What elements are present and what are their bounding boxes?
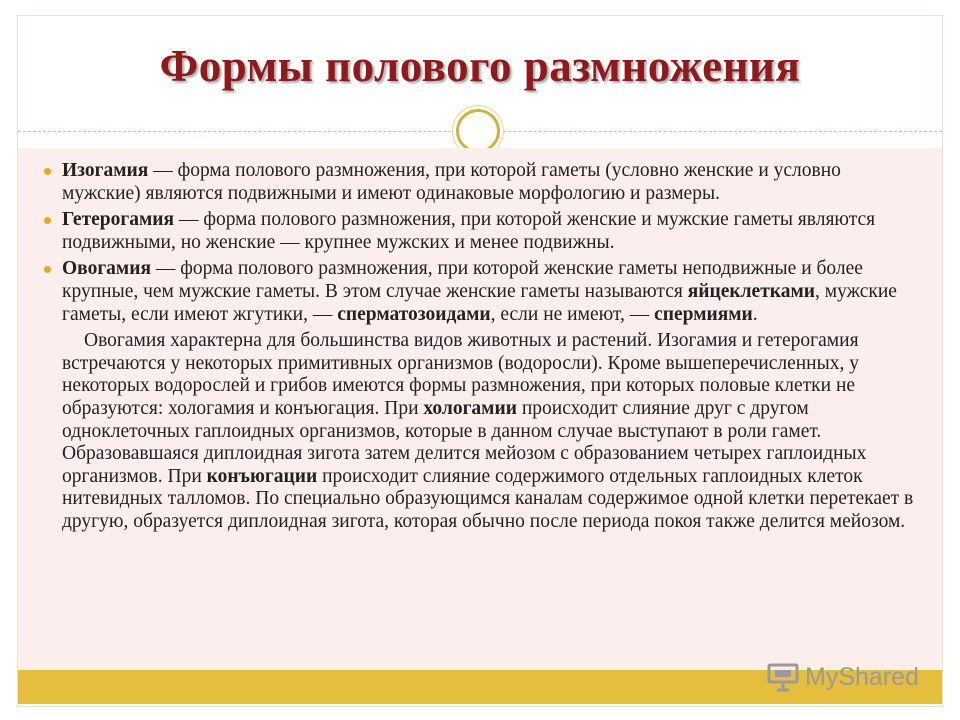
paragraph-part2: происходит слияние друг с другом одноклеточных гаплоидных организмов, которые в данном случае выступают в роли гамет. Образовавшаяся диплоидная зигота затем делится мейозом с образованием четырех гаплоидных организмов. При: [62, 397, 867, 487]
bullet-icon: [44, 266, 51, 273]
term-conjugation: конъюгации: [206, 465, 318, 487]
watermark-logo[interactable]: [765, 662, 919, 692]
list-item-heterogamy: [40, 209, 920, 254]
definition-oogamy-part2: , мужские гаметы, если имеют жгутики, —: [62, 280, 897, 325]
list-item-isogamy: [40, 160, 920, 205]
presentation-board-icon: [765, 662, 801, 692]
bullet-icon: [44, 217, 51, 224]
paragraph-part1: Овогамия характерна для большинства видов животных и растений. Изогамия и гетерогамия встречаются у некоторых примитивных организмов (водоросли). Кроме вышеперечисленных, у некоторых водорослей и грибов имеются формы размножения, при которых половые клетки не образуются: хологамия и конъюгация. При: [62, 330, 859, 419]
definition-oogamy-part1: — форма полового размножения, при которой женские гаметы неподвижные и более крупные, чем мужские гаметы. В этом случае женские гаметы называются: [62, 258, 863, 302]
watermark-text: MyShared: [805, 662, 919, 691]
term-oogamy: Овогамия: [62, 258, 151, 280]
summary-paragraph: [40, 330, 920, 533]
slide-content: [40, 160, 920, 534]
list-item-oogamy: [40, 258, 920, 326]
definition-isogamy: — форма полового размножения, при которой гаметы (условно женские и условно мужские) являются подвижными и имеют одинаковые морфологию и размеры.: [62, 160, 841, 204]
paragraph-part3: происходит слияние содержимого отдельных гаплоидных клеток нитевидных талломов. По специально образующимся каналам содержимое одной клетки перетекает в другую, образуется диплоидная зигота, которая обычно после периода покоя также делится мейозом.: [62, 465, 914, 532]
term-spermatozoa: сперматозоидами: [337, 303, 491, 325]
term-spermia: спермиями: [654, 303, 753, 325]
definition-oogamy-part4: .: [752, 303, 758, 325]
definition-oogamy-part3: , если не имеют, —: [490, 303, 655, 325]
definition-heterogamy: — форма полового размножения, при которой женские и мужские гаметы являются подвижными, но женские — крупнее мужских и менее подвижны.: [62, 209, 876, 253]
bullet-icon: [44, 168, 51, 175]
term-egg-cells: яйцеклетками: [687, 280, 815, 302]
term-isogamy: Изогамия: [62, 160, 149, 181]
ornament-ring-icon: [456, 109, 500, 153]
slide-title: Формы полового размножения: [159, 41, 801, 91]
term-heterogamy: Гетерогамия: [62, 209, 175, 231]
term-hologamy: хологамии: [423, 397, 517, 419]
